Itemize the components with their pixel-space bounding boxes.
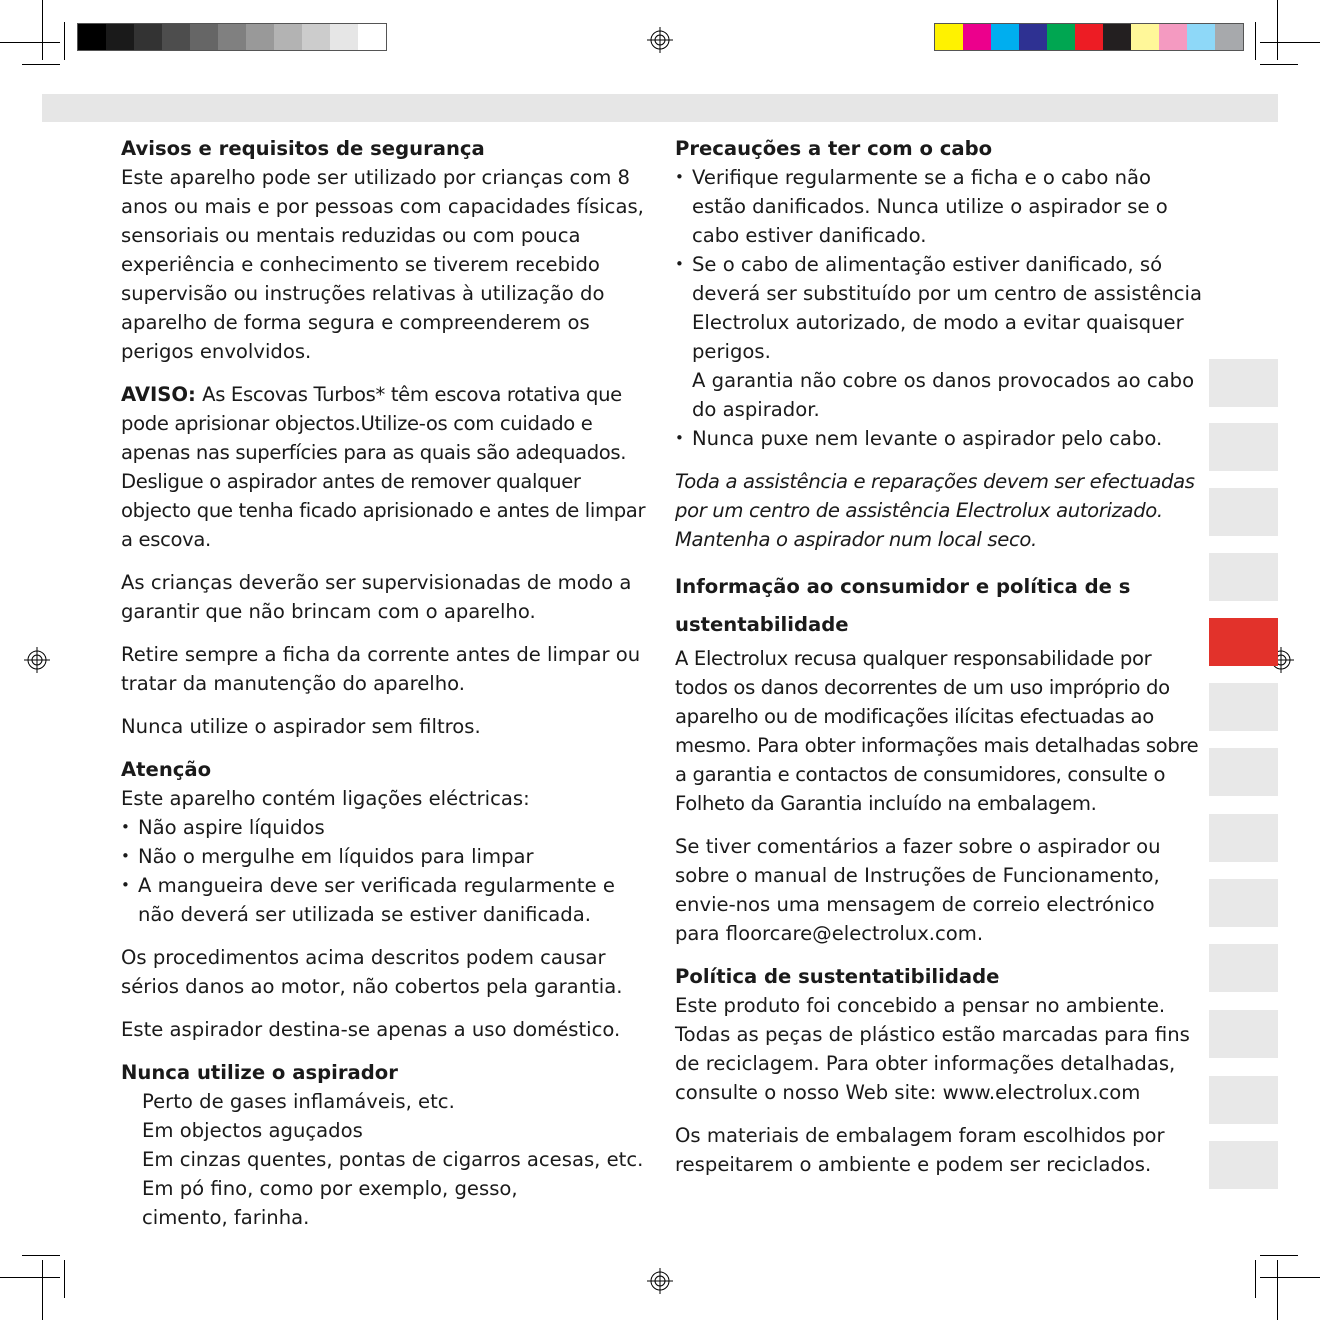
sustainability-paragraph: Este produto foi concebido a pensar no ambiente. Todas as peças de plástico estão marcadas para fins de reciclagem. Para obter informações detalhadas, consulte o nosso Web site: www.electrolux.com [675,994,1190,1104]
list-item: • Nunca puxe nem levante o aspirador pelo cabo. [675,424,1205,453]
calibration-swatch [1215,24,1243,50]
filters-paragraph: Nunca utilize o aspirador sem filtros. [121,715,481,738]
unplug-paragraph: Retire sempre a ficha da corrente antes de limpar ou tratar da manutenção do aparelho. [121,643,641,695]
header-band [42,94,1278,122]
calibration-swatch [963,24,991,50]
list-item [675,250,1205,424]
language-tab[interactable] [1209,683,1278,731]
calibration-swatch [991,24,1019,50]
attention-intro: Este aparelho contém ligações eléctricas: [121,787,530,810]
packaging-paragraph: Os materiais de embalagem foram escolhidos por respeitarem o ambiente e podem ser reciclados. [675,1124,1165,1176]
calibration-swatch [1047,24,1075,50]
calibration-swatch [302,24,330,50]
language-tab[interactable] [1209,488,1278,536]
language-tab[interactable] [1209,423,1278,471]
service-note: Toda a assistência e reparações devem ser efectuadas por um centro de assistência Electrolux autorizado. Mantenha o aspirador num local seco. [675,470,1195,551]
safety-intro: Este aparelho pode ser utilizado por crianças com 8 anos ou mais e por pessoas com capacidades físicas, sensoriais ou mentais reduzidas ou com pouca experiência e conhecimento se tiverem recebido supervisão ou instruções relativas à utilização do aparelho de forma segura e compreenderem os perigos envolvidos. [121,166,644,363]
calibration-swatch [1075,24,1103,50]
feedback-paragraph: Se tiver comentários a fazer sobre o aspirador ou sobre o manual de Instruções de Funcionamento, envie-nos uma mensagem de correio electrónico para floorcare@electrolux.com. [675,835,1161,945]
list-item: • Verifique regularmente se a ficha e o cabo não estão danificados. Nunca utilize o aspirador se o cabo estiver danificado. [675,163,1205,250]
list-item: • Não o mergulhe em líquidos para limpar [121,842,651,871]
language-tab[interactable] [1209,1141,1278,1189]
attention-heading: Atenção [121,758,212,781]
language-tab[interactable] [1209,553,1278,601]
language-tab[interactable] [1209,944,1278,992]
calibration-swatch [78,24,106,50]
color-calibration-strip [934,23,1244,51]
calibration-swatch [274,24,302,50]
calibration-swatch [1159,24,1187,50]
consumer-heading: Informação ao consumidor e política de s ustentabilidade [675,575,1131,636]
cable-list [675,163,1205,453]
registration-crosshair-icon [24,647,50,673]
registration-crosshair-icon [647,27,673,53]
sustainability-heading: Política de sustentatibilidade [675,965,1000,988]
calibration-swatch [1019,24,1047,50]
language-tab[interactable] [1209,359,1278,407]
grayscale-calibration-strip [77,23,387,51]
calibration-swatch [935,24,963,50]
domestic-paragraph: Este aspirador destina-se apenas a uso doméstico. [121,1018,621,1041]
language-tab[interactable] [1209,748,1278,796]
calibration-swatch [218,24,246,50]
damage-paragraph: Os procedimentos acima descritos podem causar sérios danos ao motor, não cobertos pela garantia. [121,946,623,998]
children-paragraph: As crianças deverão ser supervisionadas de modo a garantir que não brincam com o aparelho. [121,571,632,623]
calibration-swatch [246,24,274,50]
never-use-list [121,1087,651,1232]
calibration-swatch [1187,24,1215,50]
language-tab[interactable] [1209,814,1278,862]
language-tab[interactable] [1209,879,1278,927]
never-use-heading: Nunca utilize o aspirador [121,1061,398,1084]
warning-paragraph [121,380,651,554]
language-tab[interactable] [1209,1076,1278,1124]
safety-heading: Avisos e requisitos de segurança [121,137,485,160]
list-item: Em objectos aguçados [142,1119,363,1142]
right-column [675,134,1205,1193]
calibration-swatch [106,24,134,50]
warranty-note: A garantia não cobre os danos provocados ao cabo do aspirador. [692,369,1195,421]
calibration-swatch [1131,24,1159,50]
language-tab[interactable] [1209,1010,1278,1058]
warning-label: AVISO: [121,383,196,406]
list-item: • A mangueira deve ser verificada regularmente e não deverá ser utilizada se estiver danificada. [121,871,651,929]
calibration-swatch [134,24,162,50]
list-item: Perto de gases inflamáveis, etc. [142,1090,455,1113]
calibration-swatch [190,24,218,50]
registration-crosshair-icon [647,1268,673,1294]
disclaimer-paragraph: A Electrolux recusa qualquer responsabilidade por todos os danos decorrentes de um uso impróprio do aparelho ou de modificações ilícitas efectuadas ao mesmo. Para obter informações mais detalhadas sobre a garantia e contactos de consumidores, consulte o Folheto da Garantia incluído na embalagem. [675,647,1199,815]
language-tab-active[interactable] [1209,618,1278,666]
calibration-swatch [330,24,358,50]
calibration-swatch [1103,24,1131,50]
cable-heading: Precauções a ter com o cabo [675,137,993,160]
left-column [121,134,651,1246]
list-item: Em pó fino, como por exemplo, gesso, cimento, farinha. [142,1177,518,1229]
list-item: Em cinzas quentes, pontas de cigarros acesas, etc. [142,1148,644,1171]
calibration-swatch [358,24,386,50]
calibration-swatch [162,24,190,50]
warning-text: As Escovas Turbos* têm escova rotativa que pode aprisionar objectos.Utilize-os com cuidado e apenas nas superfícies para as quais são adequados. Desligue o aspirador antes de remover qualquer objecto que tenha ficado aprisionado e antes de limpar a escova. [121,383,646,551]
list-item: • Não aspire líquidos [121,813,651,842]
list-item-text: Se o cabo de alimentação estiver danificado, só deverá ser substituído por um centro de assistência Electrolux autorizado, de modo a evitar quaisquer perigos. [692,253,1202,363]
attention-list [121,813,651,929]
